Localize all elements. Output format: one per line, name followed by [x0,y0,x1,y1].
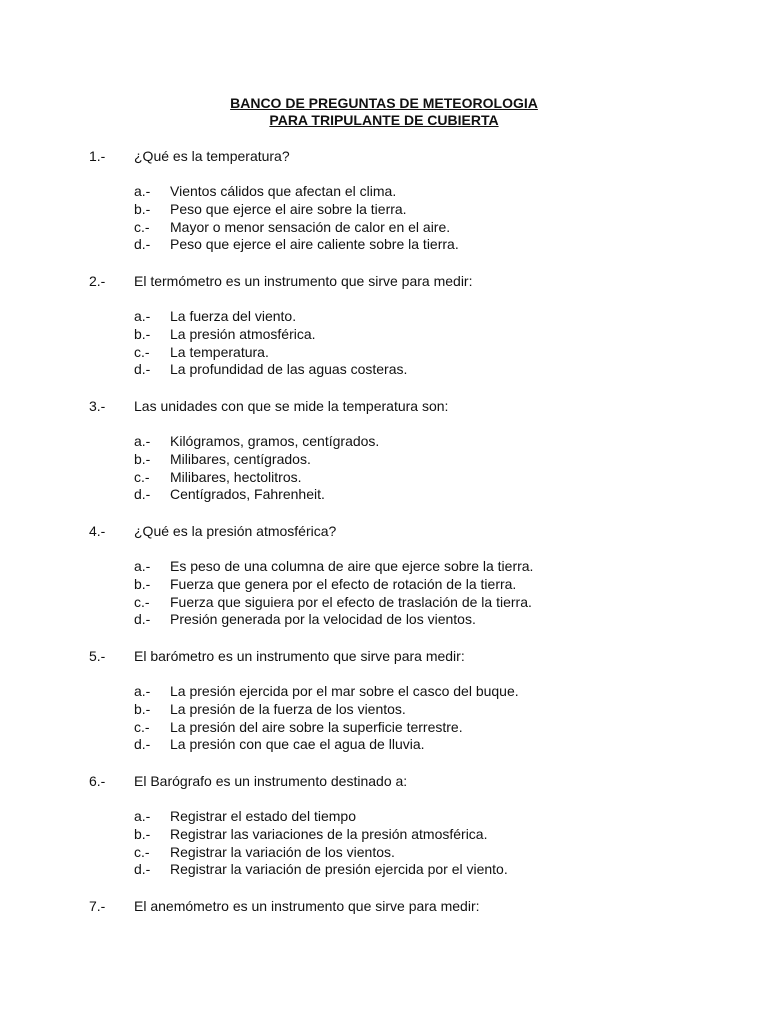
option-letter: a.- [134,683,151,699]
question-number: 7.- [89,898,106,914]
answer-option [89,218,729,236]
option-text: Registrar la variación de presión ejercida por el viento. [170,861,508,878]
option-letter: b.- [134,825,151,842]
question-item [89,897,729,915]
answer-options [89,432,729,503]
option-text: La presión del aire sobre la superficie terrestre. [170,718,463,735]
option-letter: b.- [134,700,151,717]
option-letter: c.- [134,468,150,485]
option-letter: d.- [134,861,151,878]
question-row [89,272,729,290]
question-row [89,647,729,665]
answer-option [89,735,729,753]
question-number: 3.- [89,398,106,414]
option-letter: c.- [134,843,150,860]
question-row [89,897,729,915]
answer-options [89,682,729,753]
option-text: La presión ejercida por el mar sobre el casco del buque. [170,683,519,699]
option-letter: c.- [134,718,150,735]
answer-option [89,450,729,468]
answer-option [89,843,729,861]
question-text: El barómetro es un instrumento que sirve para medir: [134,648,465,664]
answer-option [89,325,729,343]
option-letter: a.- [134,183,151,199]
option-text: La presión de la fuerza de los vientos. [170,700,406,717]
option-text: La presión con que cae el agua de lluvia. [170,736,425,753]
option-letter: d.- [134,611,151,628]
option-letter: a.- [134,558,151,574]
option-text: La fuerza del viento. [170,308,297,324]
option-letter: b.- [134,575,151,592]
option-letter: d.- [134,486,151,503]
question-row [89,397,729,415]
answer-option [89,860,729,878]
question-row [89,522,729,540]
answer-option [89,610,729,628]
option-letter: b.- [134,450,151,467]
option-letter: c.- [134,343,150,360]
question-number: 5.- [89,648,106,664]
option-text: Centígrados, Fahrenheit. [170,486,325,503]
question-item [89,647,729,753]
option-letter: a.- [134,308,151,324]
answer-option [89,825,729,843]
answer-option [89,807,729,825]
option-text: Registrar el estado del tiempo [170,808,356,824]
document-title-line-2: PARA TRIPULANTE DE CUBIERTA [269,112,499,128]
option-text: La profundidad de las aguas costeras. [170,361,408,378]
question-number: 2.- [89,273,106,289]
option-text: Mayor o menor sensación de calor en el aire. [170,218,451,235]
answer-option [89,307,729,325]
option-letter: d.- [134,236,151,253]
answer-option [89,593,729,611]
option-letter: a.- [134,433,151,449]
option-text: Peso que ejerce el aire caliente sobre la tierra. [170,236,459,253]
option-text: La presión atmosférica. [170,325,316,342]
answer-option [89,360,729,378]
question-row [89,147,729,165]
answer-option [89,718,729,736]
option-text: Vientos cálidos que afectan el clima. [170,183,397,199]
answer-option [89,682,729,700]
answer-option [89,700,729,718]
question-text: El termómetro es un instrumento que sirve para medir: [134,273,473,289]
option-letter: b.- [134,200,151,217]
question-text: El anemómetro es un instrumento que sirve para medir: [134,898,480,914]
question-text: ¿Qué es la presión atmosférica? [134,523,337,539]
option-text: Milibares, centígrados. [170,450,311,467]
question-number: 6.- [89,773,106,789]
question-number: 1.- [89,148,106,164]
answer-option [89,575,729,593]
question-item [89,397,729,503]
question-text: Las unidades con que se mide la temperatura son: [134,398,449,414]
answer-options [89,557,729,628]
answer-options [89,307,729,378]
answer-option [89,468,729,486]
answer-options [89,807,729,878]
option-letter: b.- [134,325,151,342]
option-text: Kilógramos, gramos, centígrados. [170,433,380,449]
question-number: 4.- [89,523,106,539]
answer-option [89,557,729,575]
option-letter: c.- [134,593,150,610]
question-row [89,772,729,790]
answer-options [89,182,729,253]
option-text: Peso que ejerce el aire sobre la tierra. [170,200,407,217]
answer-option [89,235,729,253]
option-text: Registrar la variación de los vientos. [170,843,395,860]
answer-option [89,485,729,503]
option-text: Fuerza que siguiera por el efecto de traslación de la tierra. [170,593,532,610]
option-text: Es peso de una columna de aire que ejerce sobre la tierra. [170,558,534,574]
answer-option [89,343,729,361]
option-letter: c.- [134,218,150,235]
question-item [89,147,729,253]
question-item [89,522,729,628]
question-text: ¿Qué es la temperatura? [134,148,290,164]
option-letter: d.- [134,736,151,753]
option-letter: d.- [134,361,151,378]
answer-option [89,432,729,450]
question-item [89,272,729,378]
option-text: Milibares, hectolitros. [170,468,302,485]
question-item [89,772,729,878]
answer-option [89,200,729,218]
option-text: Fuerza que genera por el efecto de rotación de la tierra. [170,575,517,592]
document-title-line-1: BANCO DE PREGUNTAS DE METEOROLOGIA [230,95,538,111]
option-text: La temperatura. [170,343,269,360]
answer-option [89,182,729,200]
option-text: Presión generada por la velocidad de los vientos. [170,611,476,628]
question-text: El Barógrafo es un instrumento destinado a: [134,773,408,789]
option-text: Registrar las variaciones de la presión atmosférica. [170,825,488,842]
option-letter: a.- [134,808,151,824]
